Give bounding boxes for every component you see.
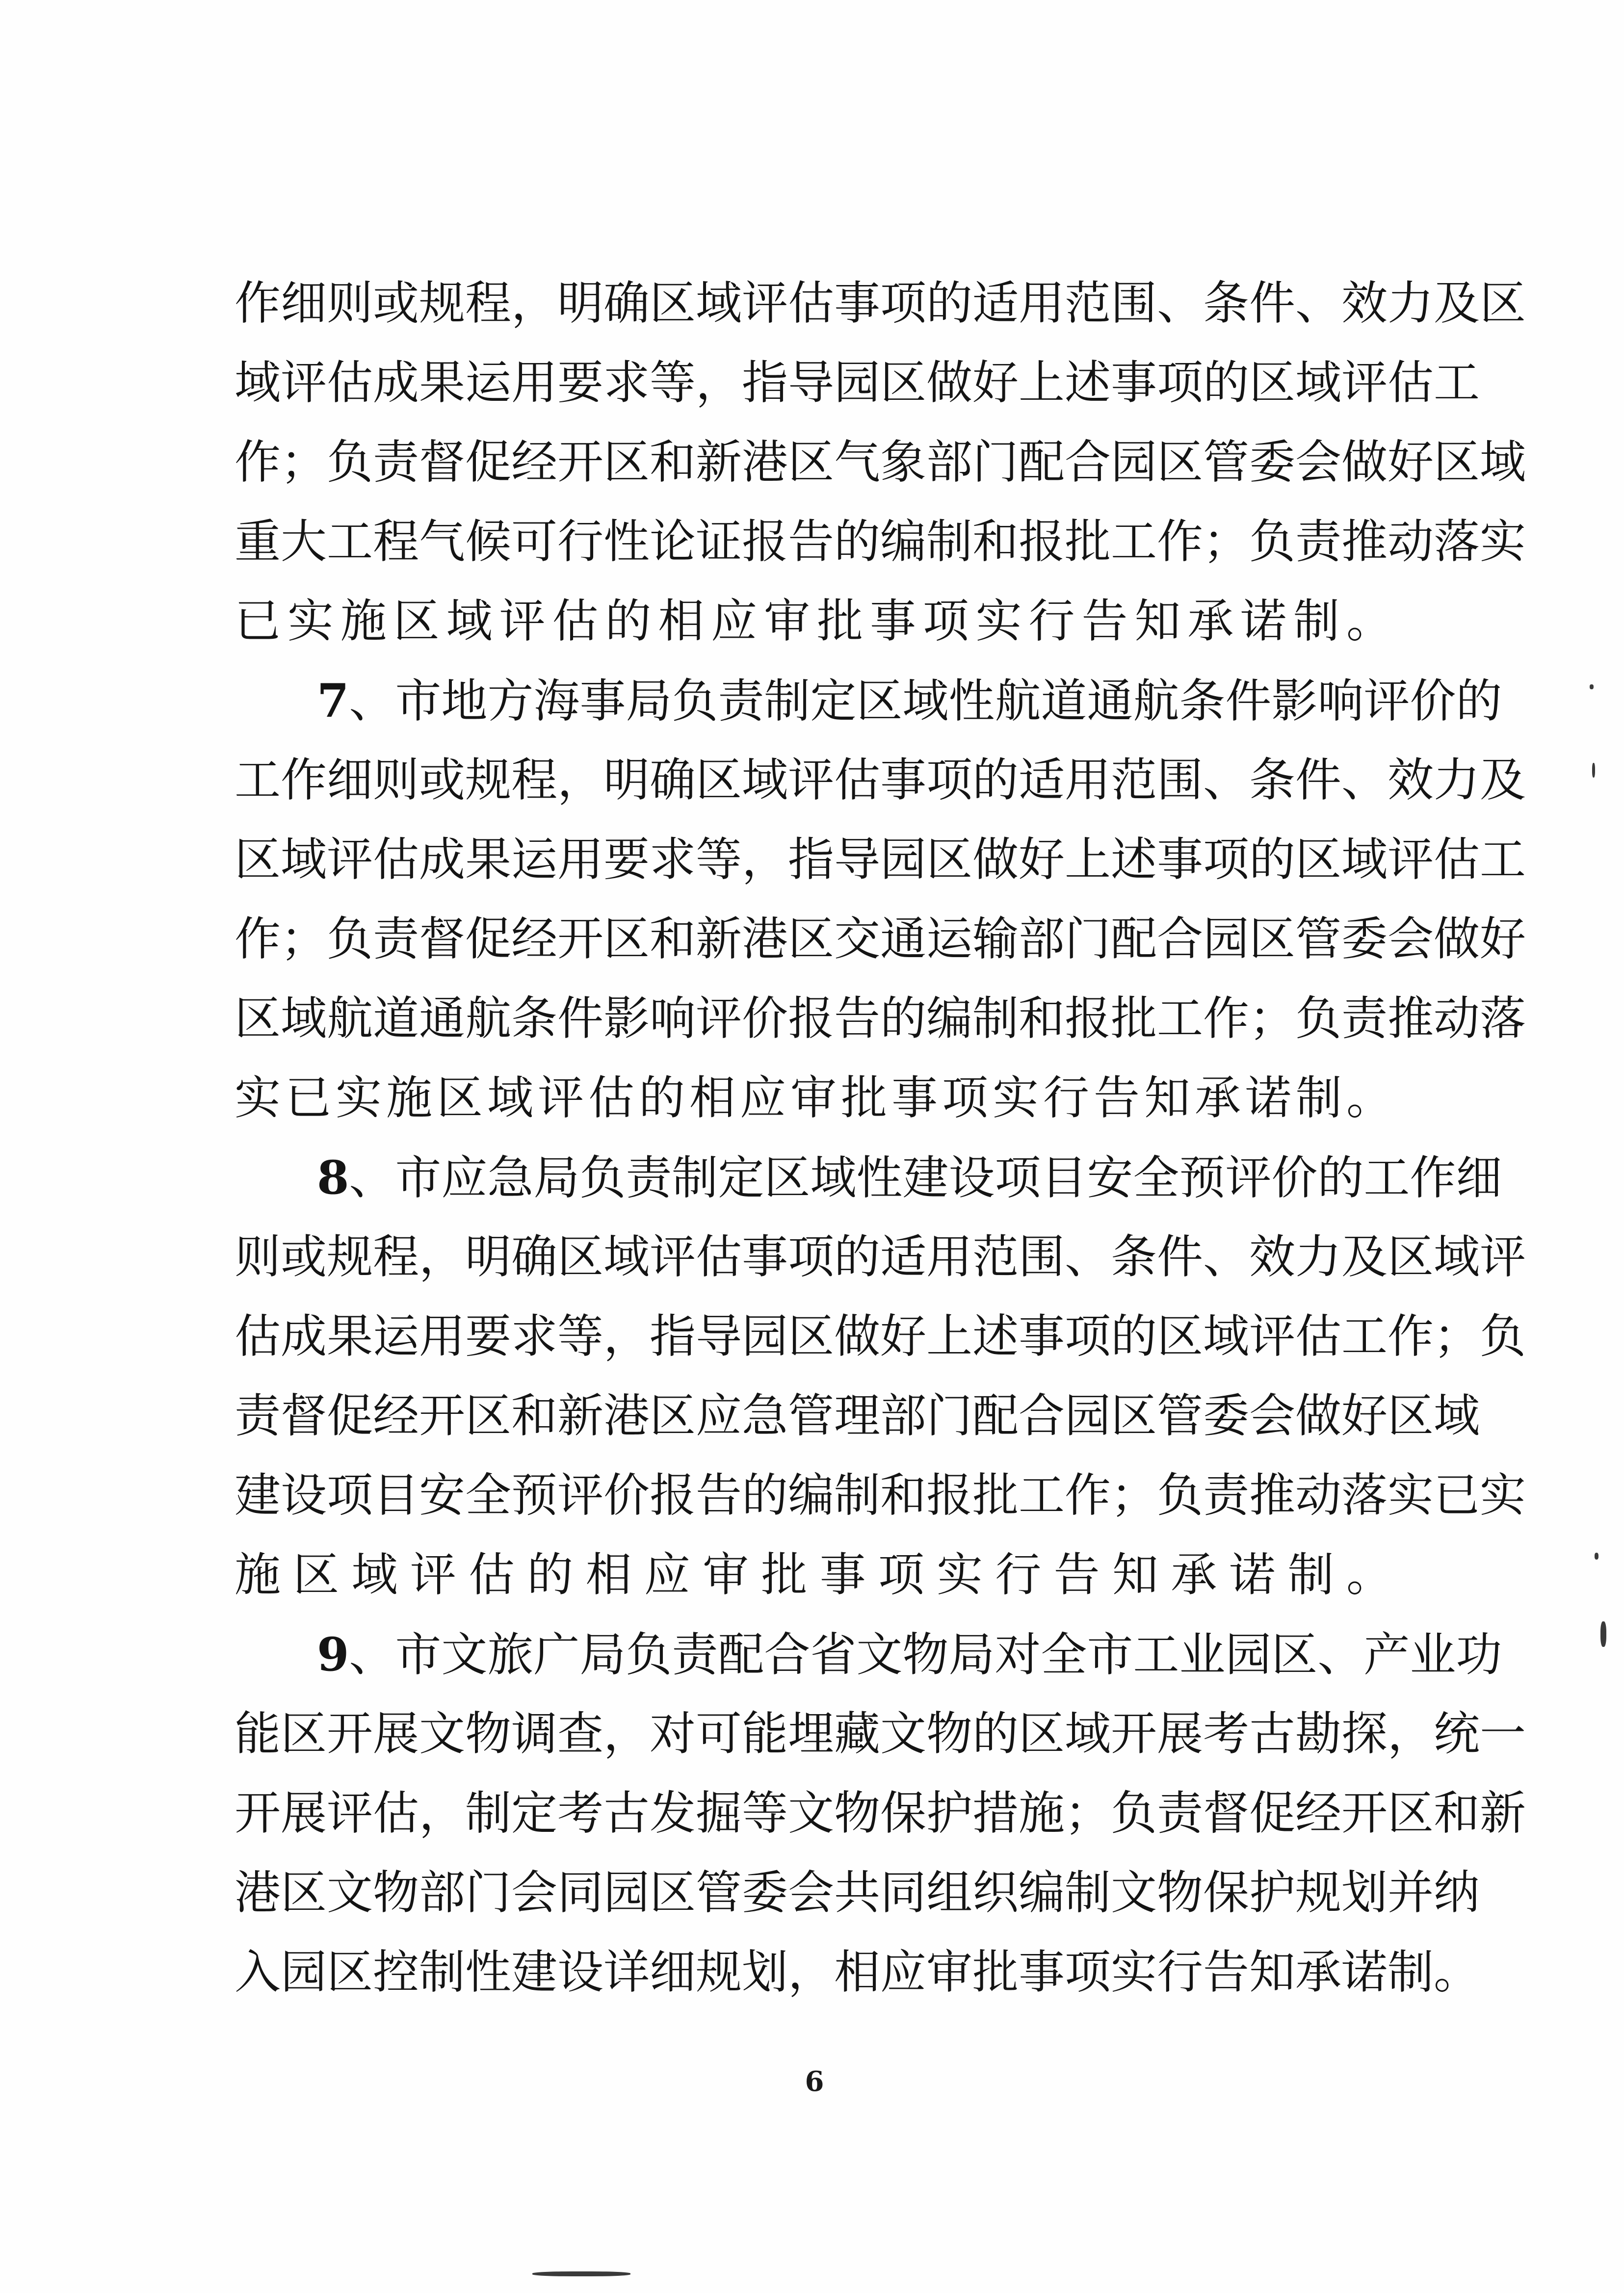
scan-speck <box>1590 684 1594 689</box>
text-line: 入园区控制性建设详细规划，相应审批事项实行告知承诺制。 <box>235 1946 1480 1999</box>
item-number: 9 <box>317 1628 349 1682</box>
text-line: 施区域评估的相应审批事项实行告知承诺制。 <box>235 1548 1392 1602</box>
text-line: 作；负责督促经开区和新港区交通运输部门配合园区管委会做好 <box>235 912 1526 966</box>
text-line: 开展评估，制定考古发掘等文物保护措施；负责督促经开区和新 <box>235 1787 1526 1840</box>
text-line: 建设项目安全预评价报告的编制和报批工作；负责推动落实已实 <box>235 1469 1526 1522</box>
text-line: 重大工程气候可行性论证报告的编制和报批工作；负责推动落实 <box>235 515 1526 569</box>
text-line: 实已实施区域评估的相应审批事项实行告知承诺制。 <box>235 1071 1392 1125</box>
text-line: 作；负责督促经开区和新港区气象部门配合园区管委会做好区域 <box>235 436 1526 489</box>
paragraph-9-first-line: 9、市文旅广局负责配合省文物局对全市工业园区、产业功 <box>317 1628 1502 1682</box>
text-line: 作细则或规程，明确区域评估事项的适用范围、条件、效力及区 <box>235 277 1526 330</box>
scan-speck <box>532 2271 630 2276</box>
scan-speck <box>1600 1621 1606 1647</box>
paragraph-8-first-line: 8、市应急局负责制定区域性建设项目安全预评价的工作细 <box>317 1151 1502 1205</box>
paragraph-7-first-line: 7、市地方海事局负责制定区域性航道通航条件影响评价的 <box>317 674 1502 728</box>
scan-speck <box>1592 763 1595 778</box>
text-line: 估成果运用要求等，指导园区做好上述事项的区域评估工作；负 <box>235 1310 1526 1363</box>
text-line: 则或规程，明确区域评估事项的适用范围、条件、效力及区域评 <box>235 1230 1526 1284</box>
page-number: 6 <box>805 2065 824 2098</box>
text-line: 责督促经开区和新港区应急管理部门配合园区管委会做好区域 <box>235 1389 1480 1443</box>
text-line: 能区开展文物调查，对可能埋藏文物的区域开展考古勘探，统一 <box>235 1707 1526 1761</box>
text-line: 港区文物部门会同园区管委会共同组织编制文物保护规划并纳 <box>235 1866 1480 1920</box>
text-line: 已实施区域评估的相应审批事项实行告知承诺制。 <box>235 595 1392 648</box>
text-line: 区域评估成果运用要求等，指导园区做好上述事项的区域评估工 <box>235 833 1526 886</box>
text-line: 工作细则或规程，明确区域评估事项的适用范围、条件、效力及 <box>235 754 1526 807</box>
item-number: 8 <box>317 1151 349 1205</box>
body-text <box>235 264 1526 2012</box>
item-number: 7 <box>317 674 349 728</box>
text-line: 域评估成果运用要求等，指导园区做好上述事项的区域评估工 <box>235 356 1480 410</box>
scan-speck <box>1595 1553 1598 1560</box>
text-line: 区域航道通航条件影响评价报告的编制和报批工作；负责推动落 <box>235 992 1526 1045</box>
